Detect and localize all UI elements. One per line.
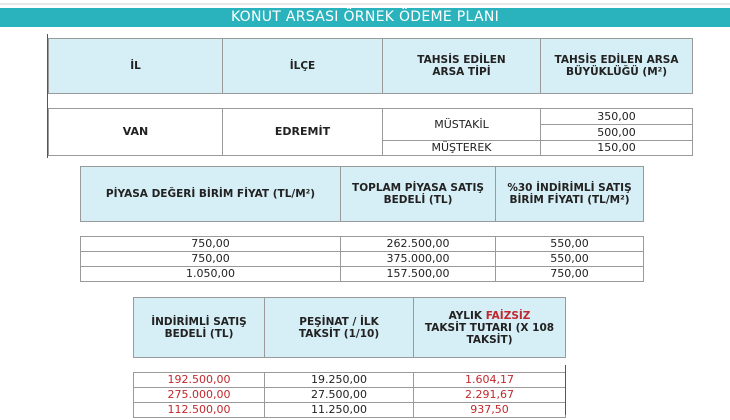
- header-il: İL: [49, 39, 223, 94]
- header-taksit-text: TAKSİT TUTARI (X 108 TAKSİT): [424, 321, 555, 346]
- type-musterek: MÜŞTEREK: [383, 141, 541, 156]
- cell-toplam: 375.000,00: [341, 252, 496, 267]
- header-aylik-text: AYLIK: [448, 309, 486, 322]
- table-row: [81, 267, 644, 282]
- allocation-table: [48, 38, 693, 156]
- installment-table: [133, 297, 566, 418]
- cell-pesinat: 27.500,00: [265, 388, 414, 403]
- header-arsa-tipi: TAHSİS EDİLEN ARSA TİPİ: [383, 39, 541, 94]
- top-divider: [0, 3, 730, 5]
- page-title: KONUT ARSASI ÖRNEK ÖDEME PLANI: [0, 8, 730, 27]
- cell-birim-fiyat: 750,00: [81, 237, 341, 252]
- red-margin-line: [565, 365, 566, 415]
- header-piyasa-birim: PİYASA DEĞERİ BİRİM FİYAT (TL/M²): [81, 167, 341, 222]
- cell-indirimli-bedel: 275.000,00: [134, 388, 265, 403]
- spacer-row: [134, 358, 566, 373]
- spacer-row: [49, 94, 693, 109]
- header-arsa-buyuklugu: TAHSİS EDİLEN ARSA BÜYÜKLÜĞÜ (M²): [541, 39, 693, 94]
- cell-indirimli: 550,00: [496, 237, 644, 252]
- spacer-row: [81, 222, 644, 237]
- ilce-value: EDREMİT: [223, 109, 383, 156]
- header-indirimli-birim: %30 İNDİRİMLİ SATIŞ BİRİM FİYATI (TL/M²): [496, 167, 644, 222]
- cell-indirimli: 550,00: [496, 252, 644, 267]
- header-indirimli-bedel: İNDİRİMLİ SATIŞ BEDELİ (TL): [134, 298, 265, 358]
- cell-aylik-taksit: 2.291,67: [414, 388, 566, 403]
- table-row: [134, 403, 566, 418]
- table-header-row: [134, 298, 566, 358]
- cell-birim-fiyat: 1.050,00: [81, 267, 341, 282]
- header-aylik-taksit: [414, 298, 566, 358]
- table-header-row: [81, 167, 644, 222]
- table-row: [81, 252, 644, 267]
- cell-birim-fiyat: 750,00: [81, 252, 341, 267]
- cell-pesinat: 11.250,00: [265, 403, 414, 418]
- size-value: 150,00: [541, 141, 693, 156]
- cell-pesinat: 19.250,00: [265, 373, 414, 388]
- cell-aylik-taksit: 1.604,17: [414, 373, 566, 388]
- size-value: 350,00: [541, 109, 693, 125]
- table-row: [134, 373, 566, 388]
- header-ilce: İLÇE: [223, 39, 383, 94]
- header-pesinat: PEŞİNAT / İLK TAKSİT (1/10): [265, 298, 414, 358]
- cell-toplam: 262.500,00: [341, 237, 496, 252]
- il-value: VAN: [49, 109, 223, 156]
- header-faizsiz-text: FAİZSİZ: [485, 309, 531, 322]
- size-value: 500,00: [541, 125, 693, 141]
- cell-aylik-taksit: 937,50: [414, 403, 566, 418]
- cell-indirimli-bedel: 112.500,00: [134, 403, 265, 418]
- market-value-table: [80, 166, 644, 282]
- table-row: [134, 388, 566, 403]
- type-mustakil: MÜSTAKİL: [383, 109, 541, 141]
- cell-toplam: 157.500,00: [341, 267, 496, 282]
- cell-indirimli-bedel: 192.500,00: [134, 373, 265, 388]
- cell-indirimli: 750,00: [496, 267, 644, 282]
- table-row: [49, 109, 693, 125]
- table-row: [81, 237, 644, 252]
- table-header-row: [49, 39, 693, 94]
- header-toplam-piyasa: TOPLAM PİYASA SATIŞ BEDELİ (TL): [341, 167, 496, 222]
